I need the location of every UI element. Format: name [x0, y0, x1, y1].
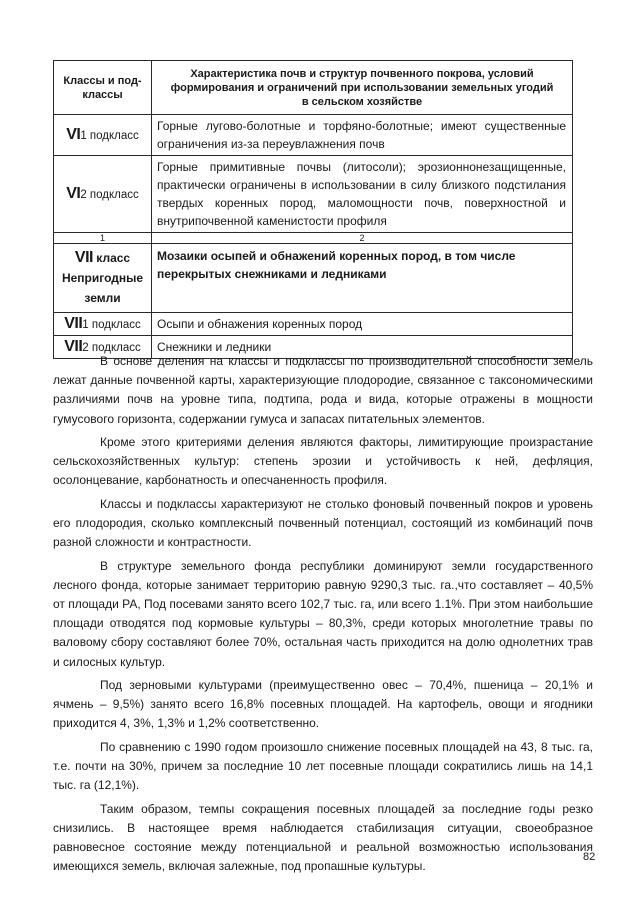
header-characteristics: Характеристика почв и структур почвенного покрова, условий формирования и ограничений при использовании земельных угодий в сельском хозяйстве — [152, 61, 573, 115]
paragraph-1: В основе деления на классы и подклассы по производительной способности земель лежат данные почвенной карты, характеризующие плодородие, связанное с таксономическими различиями почв на уровне типа, подтипа, рода и вида, которые отражены в мощности гумусового горизонта, содержании гумуса и запасах питательных элементов. — [53, 354, 593, 426]
subclass-number: 2 — [80, 189, 87, 201]
subclass-number: 2 — [82, 342, 89, 354]
subclass-cell — [54, 156, 152, 233]
column-number-1: 1 — [54, 233, 152, 244]
subclass-description: Горные примитивные почвы (литосоли); эрозионнонезащищенные, практически ограничены в использовании в силу близкого подстилания твердых коренных пород, маломощности почв, поверхностной и внутрипочвенной каменистости профиля — [152, 156, 573, 233]
table-row-vii-class — [54, 244, 573, 313]
subclass-description: Осыпи и обнажения коренных пород — [152, 313, 573, 336]
class-vii-name-line1: Непригодные — [61, 271, 144, 285]
land-classes-table — [53, 60, 573, 359]
paragraph-2: Кроме этого критериями деления являются факторы, лимитирующие произрастание сельскохозяйственных культур: степень эрозии и устойчивость к ней, дефляция, осолонцевание, карбонатность и опесчаненность профиля. — [53, 435, 593, 488]
subclass-description: Снежники и ледники — [152, 336, 573, 359]
roman-numeral: VII — [64, 315, 83, 332]
subclass-description: Горные лугово-болотные и торфяно-болотные; имеют существенные ограничения из-за переувлажнения почв — [152, 115, 573, 156]
roman-numeral: VI — [66, 185, 81, 202]
paragraph-5: Под зерновыми культурами (преимущественно овес – 70,4%, пшеница – 20,1% и ячмень – 9,5%) занято всего 16,8% посевных площадей. На картофель, овощи и ягодники приходится 4, 3%, 1,3% и 1,2% соответственно. — [53, 678, 593, 731]
paragraph-3: Классы и подклассы характеризуют не столько фоновый почвенный покров и уровень его плодородия, сколько комплексный почвенный потенциал, состоящий из комбинаций почв разной сложности и контрастности. — [53, 496, 593, 550]
roman-numeral: VII — [64, 338, 83, 355]
paragraph-6: По сравнению с 1990 годом произошло снижение посевных площадей на 43, 8 тыс. га, т.е. почти на 30%, причем за последние 10 лет посевные площади сократились лишь на 14,1 тыс. га (12,1%). — [53, 739, 593, 793]
class-word: класс — [92, 251, 131, 265]
roman-numeral: VI — [66, 126, 81, 143]
body-text — [53, 352, 596, 881]
table-header-row — [54, 61, 573, 115]
class-vii-title — [54, 248, 151, 268]
subclass-number: 1 — [82, 319, 89, 331]
subclass-cell — [54, 313, 152, 336]
subclass-label: подкласс — [86, 189, 139, 201]
page-number: 82 — [583, 851, 596, 863]
column-number-2: 2 — [152, 233, 573, 244]
subclass-cell — [54, 115, 152, 156]
subclass-number: 1 — [80, 130, 87, 142]
table-row-vi-2 — [54, 156, 573, 233]
header-col1-line2: классы — [82, 88, 123, 101]
header-classes-subclasses — [54, 61, 152, 115]
roman-numeral: VII — [74, 249, 93, 266]
paragraph-7: Таким образом, темпы сокращения посевных площадей за последние годы резко снизились. В настоящее время наблюдается стабилизация ситуации, своеобразное равновесное состояние между потенциальной и реальной возможностью использования имеющихся земель, включая залежные, под пропашные культуры. — [53, 801, 593, 874]
header-col1-line1: Классы и под- — [63, 74, 142, 87]
table-row-vi-1 — [54, 115, 573, 156]
class-vii-cell — [54, 244, 152, 313]
table-row-vii-1 — [54, 313, 573, 336]
class-vii-description: Мозаики осыпей и обнажений коренных пород, в том числе перекрытых снежниками и ледниками — [152, 244, 573, 313]
subclass-label: подкласс — [88, 342, 141, 354]
subclass-label: подкласс — [86, 130, 139, 142]
class-vii-name-line2: земли — [84, 291, 121, 305]
subclass-label: подкласс — [88, 319, 141, 331]
paragraph-4: В структуре земельного фонда республики доминируют земли государственного лесного фонда, которые занимает территорию равную 9290,3 тыс. га.,что составляет – 40,5% от площади РА, Под посевами занято всего 102,7 тыс. га, или всего 1.1%. При этом наибольшие площади отводятся под кормовые культуры – 80,3%, среди которых многолетние травы по валовому сбору составляют более 70%, остальная часть приходится на долю однолетних трав и силосных культур. — [53, 558, 593, 669]
column-number-row — [54, 233, 573, 244]
